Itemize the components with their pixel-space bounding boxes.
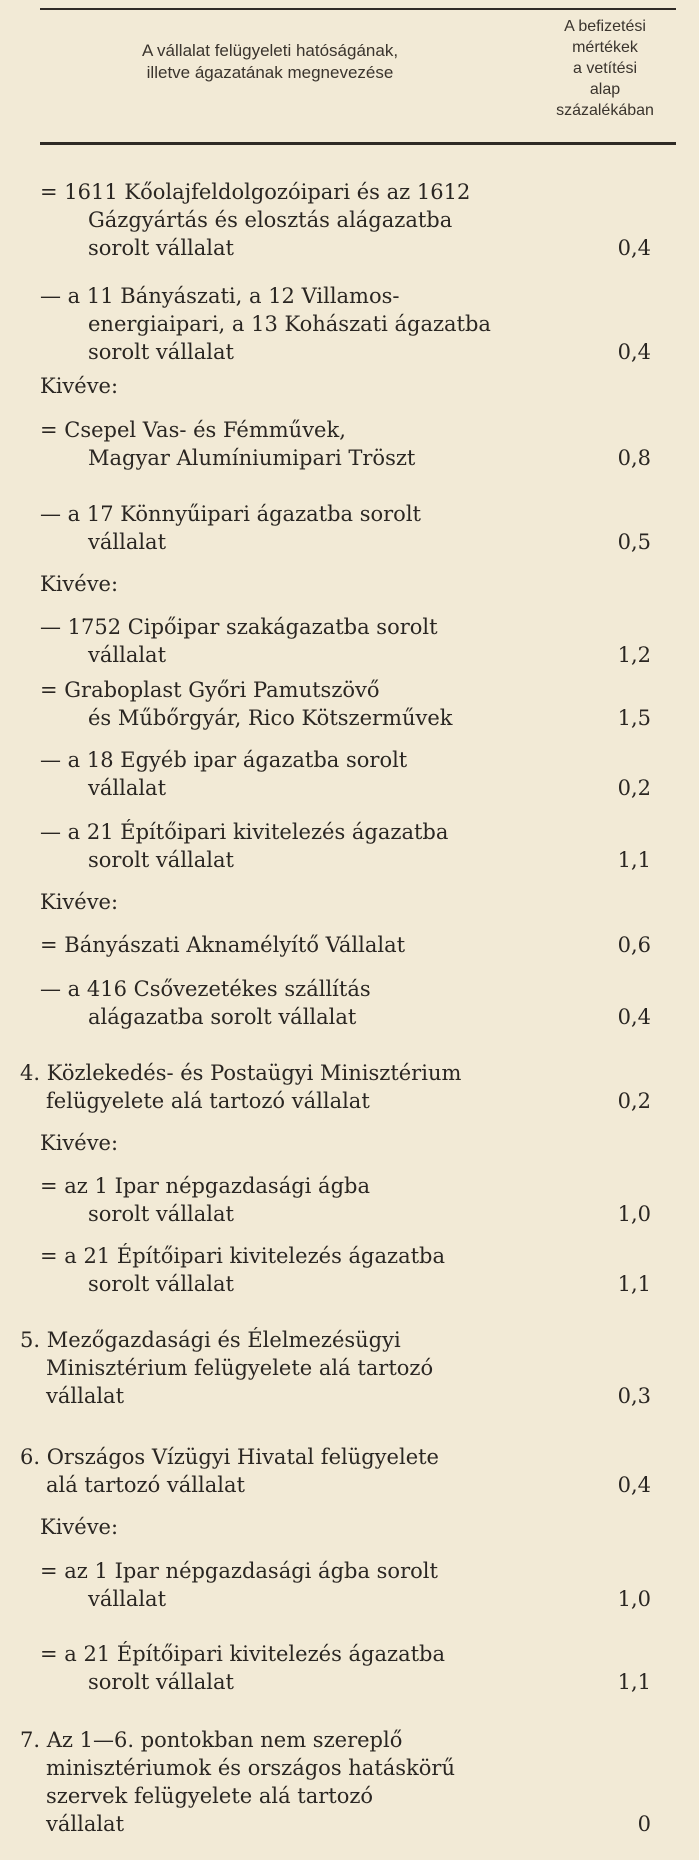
row-text-line: vállalat [88, 530, 167, 554]
header-right-line: A befizetési [564, 18, 646, 35]
row-text-line: 7. Az 1—6. pontokban nem szereplő [20, 1728, 403, 1752]
top-rule [40, 8, 676, 10]
row-text-line: vállalat [88, 1587, 167, 1611]
rate-value: 0,4 [617, 1473, 651, 1497]
row-text-line: = az 1 Ipar népgazdasági ágba [40, 1174, 370, 1198]
row-text-line: = Graboplast Győri Pamutszövő [40, 678, 380, 702]
header-left-line: A vállalat felügyeleti hatóságának, [141, 41, 399, 60]
row-text-line: = Csepel Vas- és Fémművek, [40, 418, 346, 442]
row-text-line: vállalat [88, 643, 167, 667]
rate-value: 0,8 [617, 446, 651, 470]
rate-value: 1,5 [617, 706, 651, 730]
row-text-line: 5. Mezőgazdasági és Élelmezésügyi [20, 1328, 401, 1352]
rate-value: 0,6 [617, 933, 651, 957]
row-text-line: sorolt vállalat [88, 340, 234, 364]
rate-value: 1,1 [617, 848, 651, 872]
rate-value: 1,2 [617, 643, 651, 667]
row-text-line: sorolt vállalat [88, 1670, 234, 1694]
row-text-line: = a 21 Építőipari kivitelezés ágazatba [40, 1244, 445, 1268]
row-text-line: = az 1 Ipar népgazdasági ágba sorolt [40, 1559, 438, 1583]
row-text-line: Minisztérium felügyelete alá tartozó [46, 1356, 434, 1380]
header-right-line: alap [589, 81, 621, 98]
row-text-line: alágazatba sorolt vállalat [88, 1005, 357, 1029]
row-text-line: Kivéve: [40, 374, 119, 398]
header-divider-rule [40, 142, 676, 145]
header-right-line: mértékek [572, 39, 638, 56]
rate-value: 0 [637, 1812, 651, 1836]
row-text-line: Kivéve: [40, 572, 119, 596]
row-text-line: vállalat [46, 1384, 125, 1408]
row-text-line: energiaipari, a 13 Kohászati ágazatba [88, 312, 491, 336]
row-text-line: — a 416 Csővezetékes szállítás [40, 977, 371, 1001]
rate-value: 0,5 [617, 530, 651, 554]
row-text-line: — 1752 Cipőipar szakágazatba sorolt [40, 615, 438, 639]
rate-value: 0,4 [617, 340, 651, 364]
row-text-line: szervek felügyelete alá tartozó [46, 1784, 374, 1808]
row-text-line: Gázgyártás és elosztás alágazatba [88, 208, 453, 232]
rate-value: 0,2 [617, 776, 651, 800]
row-text-line: minisztériumok és országos hatáskörű [46, 1756, 455, 1780]
rate-value: 1,0 [617, 1587, 651, 1611]
rate-value: 0,4 [617, 1005, 651, 1029]
row-text-line: vállalat [88, 776, 167, 800]
row-text-line: = a 21 Építőipari kivitelezés ágazatba [40, 1642, 445, 1666]
row-text-line: Magyar Alumíniumipari Tröszt [88, 446, 416, 470]
header-right-line: a vetítési [572, 60, 638, 77]
rate-value: 1,0 [617, 1202, 651, 1226]
header-right-column [530, 16, 680, 121]
row-text-line: sorolt vállalat [88, 1202, 234, 1226]
row-text-line: sorolt vállalat [88, 1272, 234, 1296]
rate-value: 0,2 [617, 1089, 651, 1113]
row-text-line: és Műbőrgyár, Rico Kötszerművek [88, 706, 453, 730]
row-text-line: sorolt vállalat [88, 236, 234, 260]
row-text-line: sorolt vállalat [88, 848, 234, 872]
row-text-line: 6. Országos Vízügyi Hivatal felügyelete [20, 1445, 439, 1469]
header-left-line: illetve ágazatának megnevezése [146, 63, 394, 82]
header-right-line: százalékában [556, 102, 654, 119]
row-text-line: felügyelete alá tartozó vállalat [46, 1089, 370, 1113]
row-text-line: Kivéve: [40, 890, 119, 914]
row-text-line: — a 18 Egyéb ipar ágazatba sorolt [40, 748, 408, 772]
rate-value: 0,3 [617, 1384, 651, 1408]
row-text-line: — a 21 Építőipari kivitelezés ágazatba [40, 820, 449, 844]
rate-value: 1,1 [617, 1272, 651, 1296]
header-left-column [40, 40, 500, 84]
row-text-line: alá tartozó vállalat [46, 1473, 245, 1497]
rate-value: 0,4 [617, 236, 651, 260]
row-text-line: = 1611 Kőolajfeldolgozóipari és az 1612 [40, 180, 471, 204]
row-text-line: vállalat [46, 1812, 125, 1836]
row-text-line: — a 11 Bányászati, a 12 Villamos- [40, 284, 400, 308]
row-text-line: — a 17 Könnyűipari ágazatba sorolt [40, 502, 421, 526]
rate-value: 1,1 [617, 1670, 651, 1694]
row-text-line: Kivéve: [40, 1515, 119, 1539]
row-text-line: Kivéve: [40, 1131, 119, 1155]
row-text-line: 4. Közlekedés- és Postaügyi Minisztérium [20, 1061, 462, 1085]
row-text-line: = Bányászati Aknamélyítő Vállalat [40, 933, 406, 957]
